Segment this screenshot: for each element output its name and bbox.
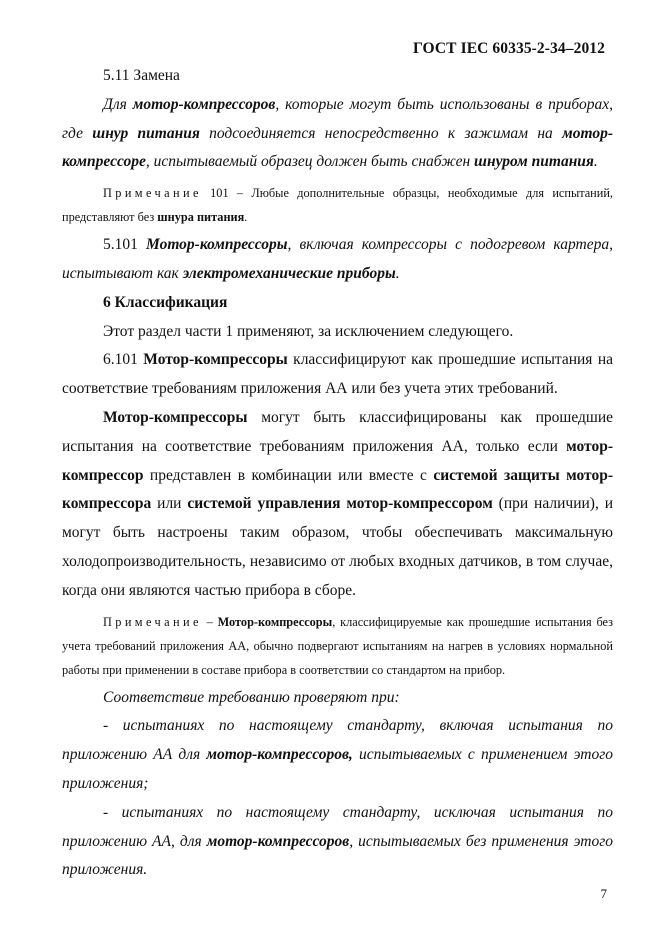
classification-paragraph: Мотор-компрессоры могут быть классифицированы как прошедшие испытания на соответствие требованиям приложения АА, только если мотор-компрессор представлен в комбинации или вместе с системой защиты мотор-компрессора или системой управления мотор-компрессором (при наличии), и могут быть настроены таким образом, чтобы обеспечивать максимальную холодопроизводительность, независимо от любых входных датчиков, в том случае, когда они являются частью прибора в сборе.: [62, 408, 614, 599]
note-classification: Примечание – Мотор-компрессоры, классифицируемые как прошедшие испытания без учета требований приложения АА, обычно подвергают испытаниям на нагрев в условиях нормальной работы при применении в составе прибора в соответствии со стандартом на прибор.: [62, 614, 614, 677]
page-number: 7: [600, 886, 607, 901]
compliance-item-1: - испытаниях по настоящему стандарту, включая испытания по приложению АА для мотор-компрессоров, испытываемых с применением этого приложения;: [62, 717, 613, 792]
section-5-11-paragraph: Для мотор-компрессоров, которые могут быть использованы в приборах, где шнур питания подсоединяется непосредственно к зажимам на мотор-компрессоре, испытываемый образец должен быть снабжен шнуром питания.: [62, 95, 613, 171]
note-101: Примечание 101 – Любые дополнительные образцы, необходимые для испытаний, представляют без шнура питания.: [62, 186, 613, 225]
page-content: [62, 62, 613, 885]
section-5-11-title: 5.11 Замена: [103, 67, 180, 84]
section-6-title: 6 Классификация: [103, 293, 228, 311]
compliance-item-2: - испытаниях по настоящему стандарту, исключая испытания по приложению АА, для мотор-компрессоров, испытываемых без применения этого приложения.: [62, 803, 614, 879]
compliance-check-heading: Соответствие требованию проверяют при:: [103, 688, 400, 706]
section-6-intro: Этот раздел части 1 применяют, за исключением следующего.: [103, 322, 514, 340]
section-5-101-paragraph: 5.101 Мотор-компрессоры, включая компрессоры с подогревом картера, испытывают как электромеханические приборы.: [62, 236, 614, 282]
standard-header: ГОСТ IEC 60335-2-34–2012: [412, 40, 605, 57]
section-6-101-paragraph: 6.101 Мотор-компрессоры классифицируют как прошедшие испытания на соответствие требованиям приложения АА или без учета этих требований.: [62, 351, 613, 398]
